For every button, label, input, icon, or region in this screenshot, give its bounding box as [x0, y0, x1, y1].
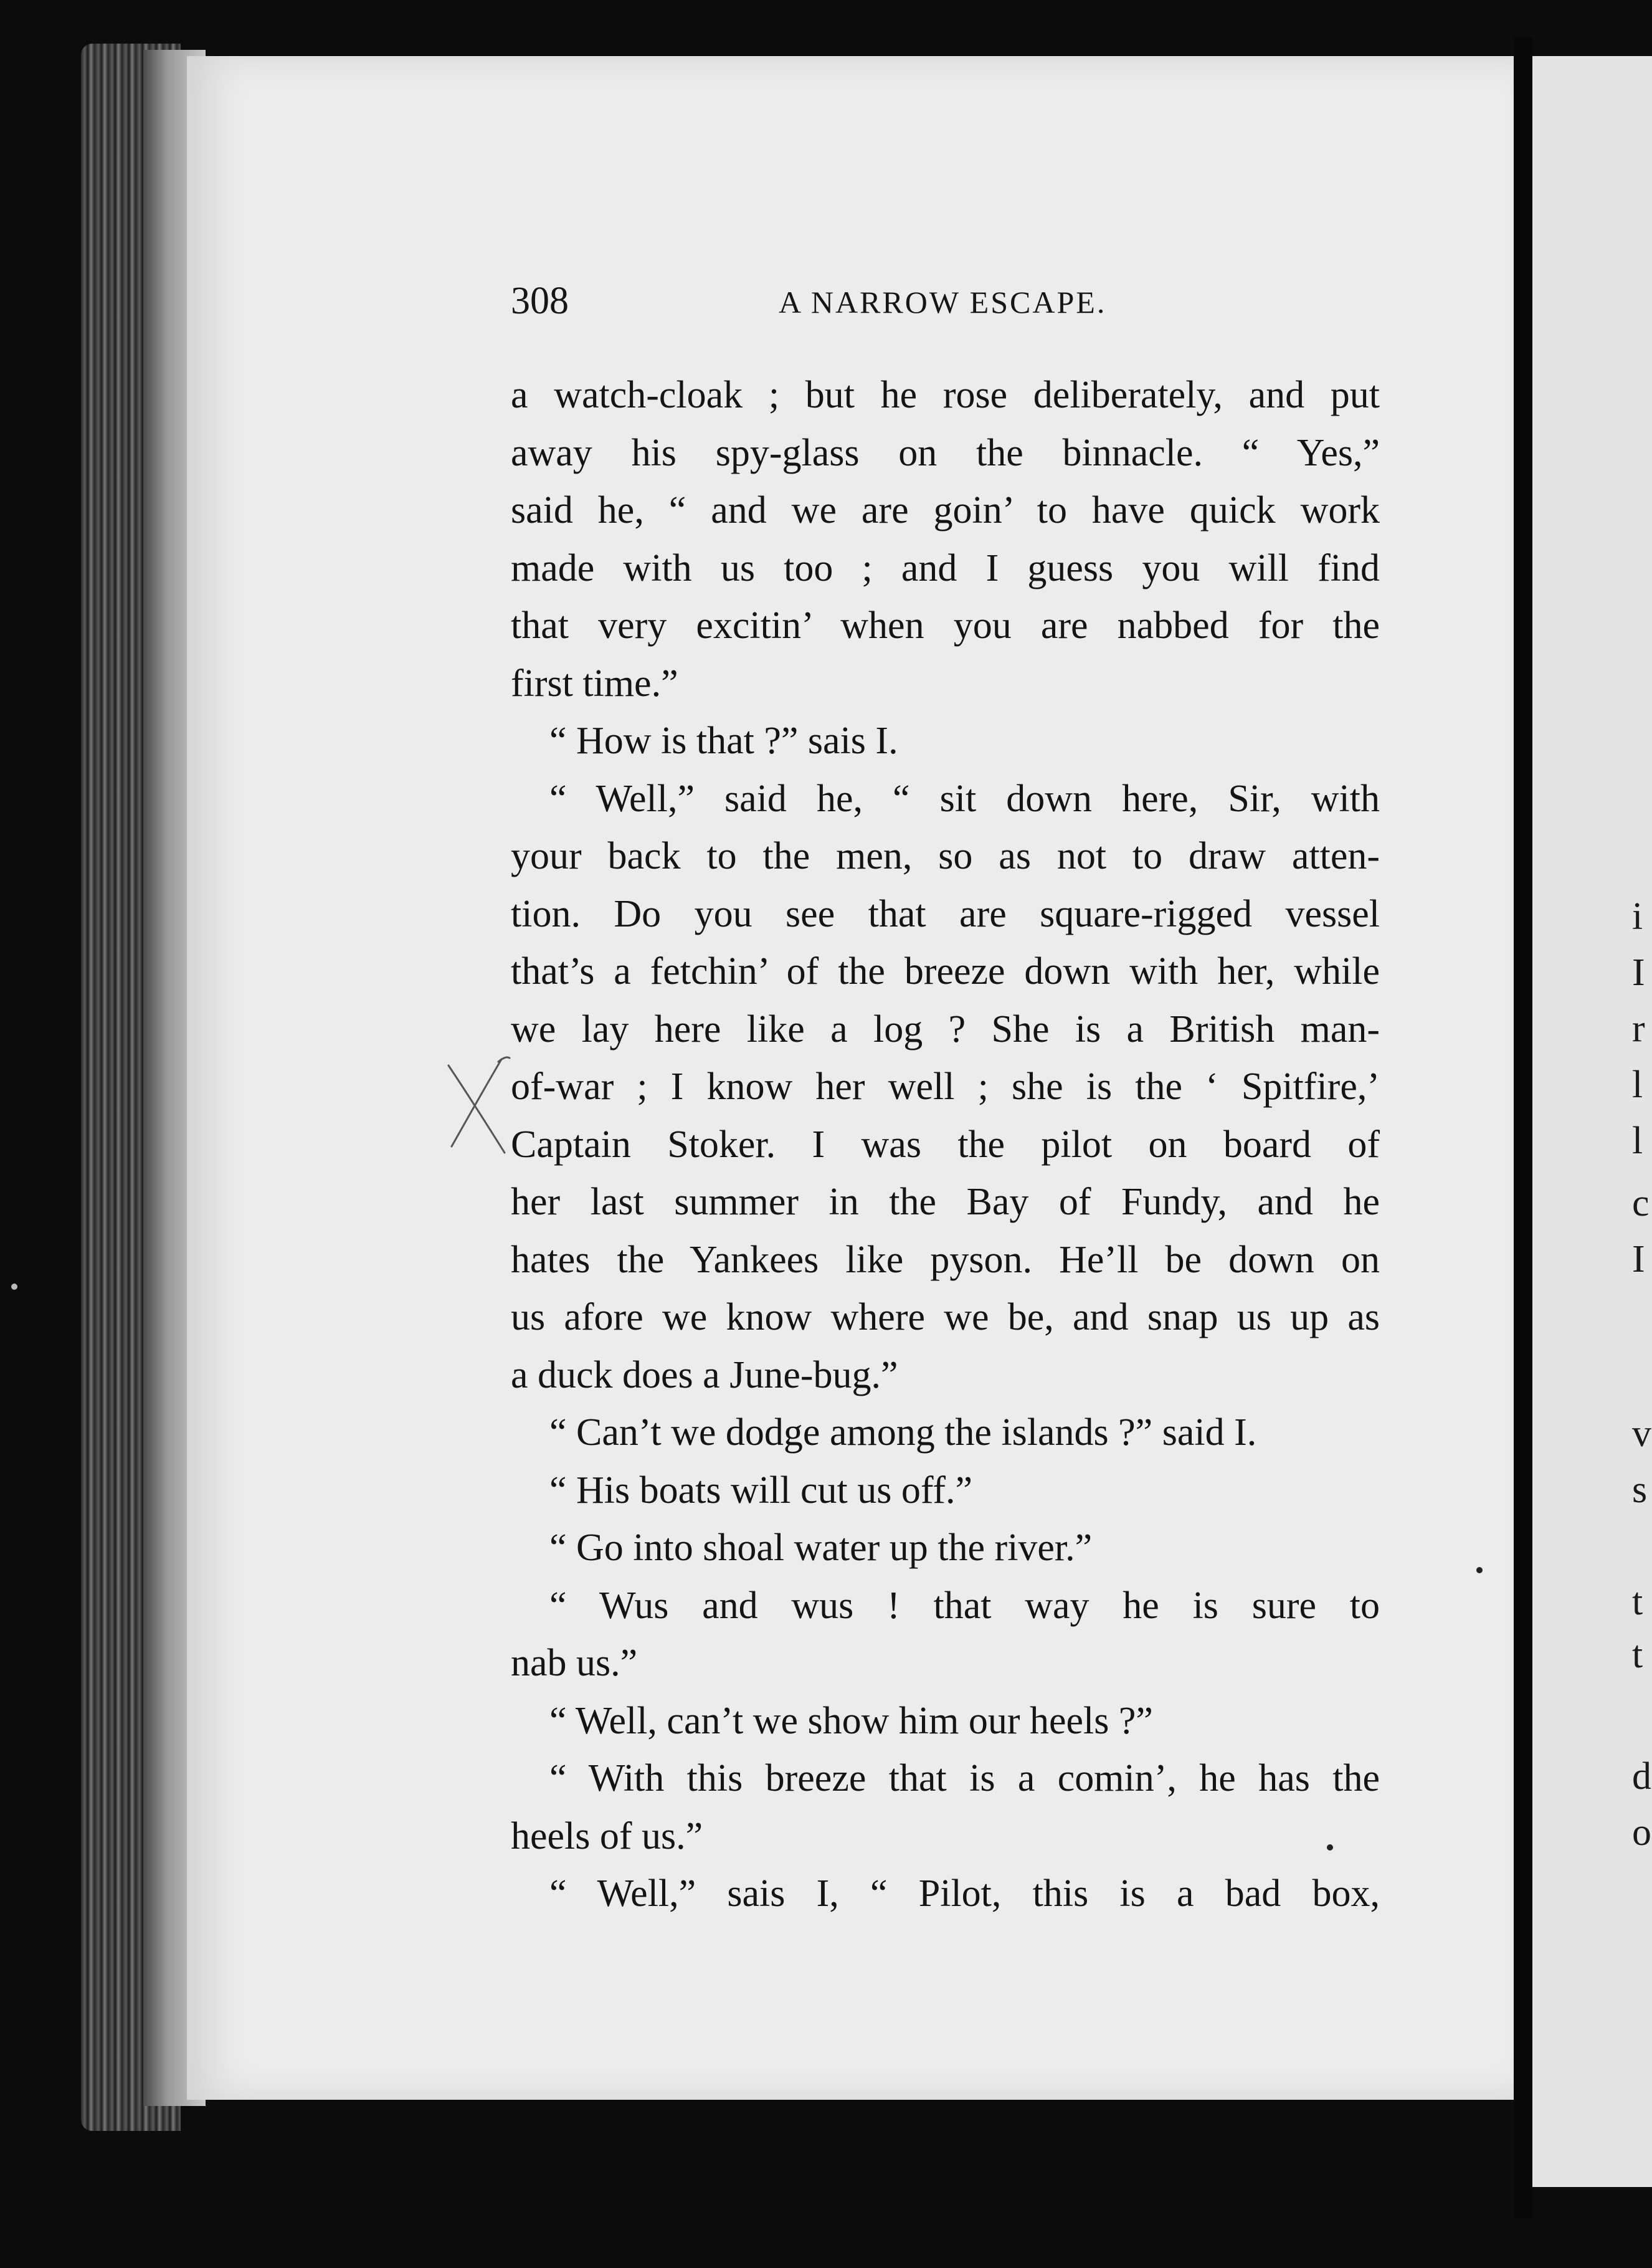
text-line: “ Well, can’t we show him our heels ?”	[549, 1699, 1153, 1742]
fragment-letter: r	[1632, 1008, 1645, 1050]
book-gutter	[1514, 37, 1532, 2218]
text-line: a duck does a June-bug.”	[511, 1353, 898, 1396]
text-line: we lay here like a log ? She is a British man-	[511, 1008, 1380, 1051]
fragment-letter: l	[1632, 1064, 1643, 1106]
fragment-letter: i	[1632, 895, 1643, 938]
text-line: Captain Stoker. I was the pilot on board of	[511, 1123, 1380, 1166]
body-text	[511, 366, 1380, 1923]
fragment-letter: t	[1632, 1634, 1643, 1676]
text-line: tion. Do you see that are square-rigged vessel	[511, 892, 1380, 935]
text-line: your back to the men, so as not to draw atten-	[511, 835, 1380, 877]
text-line: “ Go into shoal water up the river.”	[549, 1527, 1093, 1569]
fragment-letter: I	[1632, 1238, 1645, 1280]
text-line: that very excitin’ when you are nabbed for the	[511, 604, 1380, 647]
ink-speck	[11, 1284, 17, 1290]
text-line: said he, “ and we are goin’ to have quick work	[511, 489, 1380, 531]
fragment-letter: c	[1632, 1182, 1650, 1224]
fragment-letter: d	[1632, 1755, 1651, 1798]
text-line: a watch-cloak ; but he rose deliberately, and put	[511, 374, 1380, 416]
text-line: nab us.”	[511, 1642, 638, 1684]
text-line: first time.”	[511, 662, 678, 705]
chapter-title: A NARROW ESCAPE.	[779, 285, 1107, 320]
text-line: hates the Yankees like pyson. He’ll be down on	[511, 1238, 1380, 1281]
fragment-letter: t	[1632, 1581, 1643, 1623]
fragment-letter: s	[1632, 1469, 1648, 1511]
ink-speck	[1476, 1567, 1483, 1573]
fragment-letter: v	[1632, 1413, 1651, 1455]
text-line: “ His boats will cut us off.”	[549, 1469, 973, 1512]
ink-speck	[1327, 1844, 1333, 1851]
right-page-text-fragments	[1632, 0, 1652, 2268]
text-line: “ With this breeze that is a comin’, he has the	[549, 1757, 1380, 1799]
page-number: 308	[511, 280, 569, 322]
text-line: away his spy-glass on the binnacle. “ Yes,”	[511, 431, 1380, 474]
running-head	[511, 279, 1383, 329]
text-line: us afore we know where we be, and snap us up as	[511, 1296, 1380, 1338]
text-line: “ How is that ?” sais I.	[549, 720, 898, 762]
pencil-x-mark-icon	[436, 1053, 517, 1159]
fragment-letter: I	[1632, 951, 1645, 994]
text-line: “ Well,” said he, “ sit down here, Sir, with	[549, 777, 1380, 820]
text-line: “ Well,” sais I, “ Pilot, this is a bad box,	[549, 1872, 1380, 1915]
text-line: that’s a fetchin’ of the breeze down with her, while	[511, 950, 1380, 993]
fragment-letter: l	[1632, 1120, 1643, 1162]
text-line: of-war ; I know her well ; she is the ‘ Spitfire,’	[511, 1065, 1380, 1108]
text-line: “ Wus and wus ! that way he is sure to	[549, 1584, 1380, 1627]
text-line: her last summer in the Bay of Fundy, and he	[511, 1181, 1380, 1223]
text-line: “ Can’t we dodge among the islands ?” said I.	[549, 1411, 1257, 1454]
text-line: made with us too ; and I guess you will find	[511, 546, 1380, 589]
fragment-letter: o	[1632, 1811, 1651, 1854]
text-line: heels of us.”	[511, 1814, 703, 1857]
